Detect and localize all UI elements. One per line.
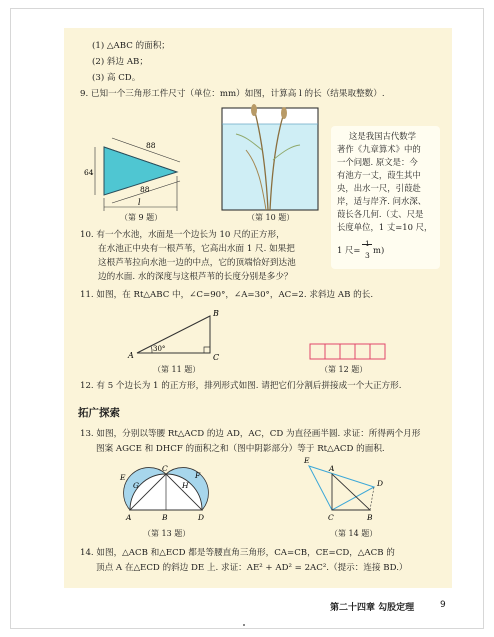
note-line-6: 岸，适与岸齐. 问水深、	[337, 196, 427, 206]
note-line-1: 这是我国古代数学	[349, 131, 416, 141]
fig14-label-D: D	[377, 479, 384, 488]
fig13-label-H: H	[182, 481, 189, 490]
fig9-dim-side: 64	[84, 168, 94, 177]
problem-14-line-1: 14. 如图，△ACB 和△ECD 都是等腰直角三角形，CA=CB，CE=CD，△ACB 的	[80, 548, 395, 558]
problem-13-line-1: 13. 如图，分别以等腰 Rt△ACD 的边 AD，AC，CD 为直径画半圆. 求证：所得两个月形	[80, 429, 421, 439]
fig13-label-E: E	[120, 473, 126, 482]
note-line-8: 长度单位，1 丈=10 尺，	[337, 222, 433, 232]
fig14-label-A: A	[329, 464, 335, 473]
fig13-label-G: G	[133, 481, 139, 490]
note-line-4: 有池方一丈，葭生其中	[337, 170, 421, 180]
subquestion-3: (3) 高 CD。	[92, 73, 141, 83]
fig14-label-B: B	[367, 513, 373, 522]
problem-13-line-2: 图案 AGCE 和 DHCF 的面积之和（图中阴影部分）等于 Rt△ACD 的面积.	[96, 444, 385, 454]
fig9-dim-top: 88	[146, 141, 156, 150]
fig11-label-C: C	[213, 353, 220, 362]
note-line-9: 1 尺=	[337, 245, 361, 255]
note-line-5: 央，出水一尺，引葭赴	[337, 183, 421, 193]
note-line-7: 葭长各几何.（丈、尺是	[337, 209, 424, 219]
problem-10-line-3: 这根芦苇拉向水池一边的中点，它的顶端恰好到达池	[98, 258, 296, 268]
problem-11: 11. 如图，在 Rt△ABC 中，∠C=90°，∠A=30°，AC=2. 求斜边 AB 的长.	[80, 290, 374, 300]
fig13-label-B: B	[162, 513, 168, 522]
subquestion-1: (1) △ABC 的面积；	[92, 41, 170, 51]
fig9-dim-l: l	[138, 198, 141, 207]
fig11-label-A: A	[128, 351, 134, 360]
note-line-2: 著作《九章算术》中的	[337, 144, 421, 154]
fig9-dim-bottom: 88	[140, 185, 150, 194]
fig14-label-E: E	[304, 456, 310, 465]
caption-fig11: （第 11 题）	[153, 365, 201, 374]
fig11-angle: 30°	[153, 345, 166, 353]
note-line-3: 一个问题. 原文是：今	[337, 157, 418, 167]
section-title: 拓广探索	[78, 407, 120, 419]
fig11-label-B: B	[213, 309, 219, 318]
note-frac-den: 3	[365, 251, 370, 260]
caption-fig14: （第 14 题）	[330, 529, 378, 538]
caption-fig9: （第 9 题）	[120, 213, 163, 222]
problem-9: 9. 已知一个三角形工件尺寸（单位：mm）如图，计算高 l 的长（结果取整数）.	[80, 89, 385, 99]
subquestion-2: (2) 斜边 AB；	[92, 57, 148, 67]
fig13-label-A: A	[126, 513, 132, 522]
caption-fig12: （第 12 题）	[320, 365, 368, 374]
problem-12: 12. 有 5 个边长为 1 的正方形，排列形式如图. 请把它们分割后拼接成一个大正方形.	[80, 381, 402, 391]
problem-10-line-4: 边的水面. 水的深度与这根芦苇的长度分别是多少？	[98, 272, 293, 282]
note-line-end: m)	[373, 245, 385, 255]
fig13-label-C: C	[162, 464, 168, 473]
fig13-label-D: D	[198, 513, 205, 522]
problem-14-line-2: 顶点 A 在△ECD 的斜边 DE 上. 求证：AE² + AD² = 2AC².（提示：连接 BD.）	[96, 563, 408, 573]
page-speck	[243, 624, 245, 626]
fig13-label-F: F	[195, 471, 201, 480]
chapter-title: 第二十四章 勾股定理	[330, 603, 415, 613]
fig14-label-C: C	[328, 513, 334, 522]
problem-10-line-1: 10. 有一个水池，水面是一个边长为 10 尺的正方形，	[80, 230, 285, 240]
caption-fig13: （第 13 题）	[143, 529, 191, 538]
page-number: 9	[440, 600, 446, 610]
problem-10-line-2: 在水池正中央有一根芦苇，它高出水面 1 尺. 如果把	[98, 244, 295, 254]
caption-fig10: （第 10 题）	[247, 213, 295, 222]
